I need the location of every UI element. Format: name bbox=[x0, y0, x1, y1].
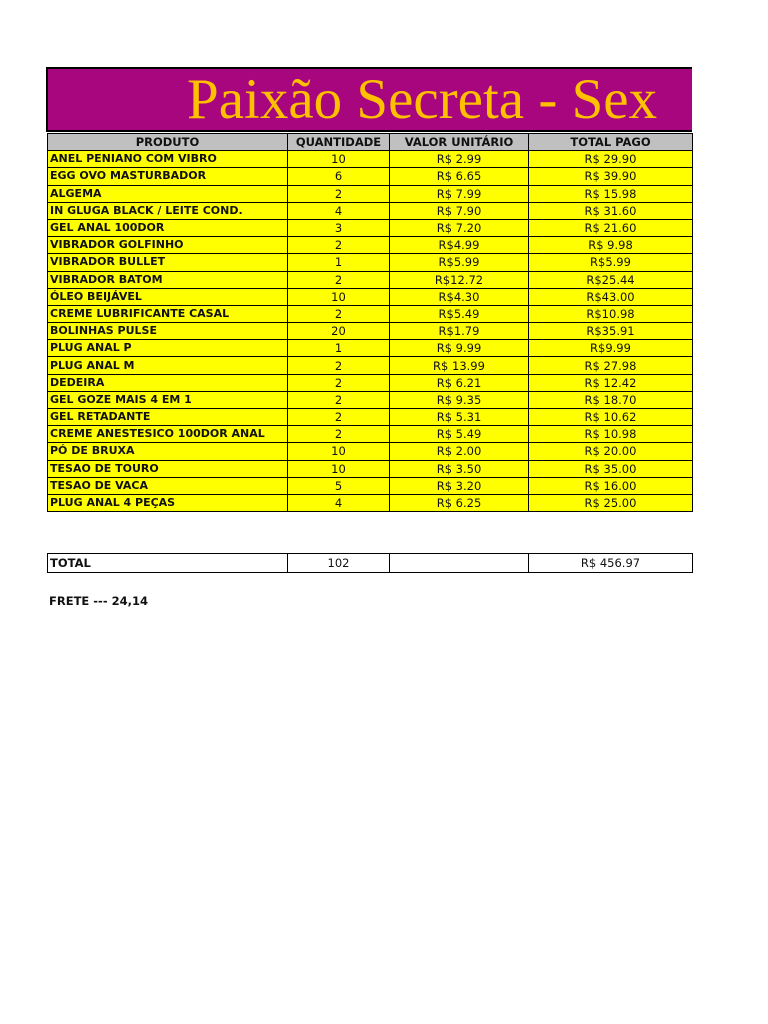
product-name: TESAO DE TOURO bbox=[48, 460, 288, 477]
quantity: 5 bbox=[288, 477, 390, 494]
quantity: 3 bbox=[288, 219, 390, 236]
table-row bbox=[48, 168, 693, 185]
products-table bbox=[47, 133, 693, 512]
unit-value: R$ 9.35 bbox=[390, 391, 529, 408]
total-paid: R$ 27.98 bbox=[529, 357, 693, 374]
total-paid: R$ 35.00 bbox=[529, 460, 693, 477]
unit-value: R$ 6.25 bbox=[390, 494, 529, 511]
unit-value: R$ 2.00 bbox=[390, 443, 529, 460]
quantity: 2 bbox=[288, 357, 390, 374]
total-paid: R$ 456.97 bbox=[529, 554, 693, 573]
quantity: 4 bbox=[288, 202, 390, 219]
total-paid: R$ 20.00 bbox=[529, 443, 693, 460]
total-quantity: 102 bbox=[288, 554, 390, 573]
table-row bbox=[48, 460, 693, 477]
quantity: 20 bbox=[288, 323, 390, 340]
column-header-produto: PRODUTO bbox=[48, 134, 288, 151]
quantity: 2 bbox=[288, 237, 390, 254]
unit-value: R$4.30 bbox=[390, 288, 529, 305]
table-row bbox=[48, 323, 693, 340]
product-name: IN GLUGA BLACK / LEITE COND. bbox=[48, 202, 288, 219]
unit-value: R$ 7.20 bbox=[390, 219, 529, 236]
product-name: PLUG ANAL P bbox=[48, 340, 288, 357]
quantity: 10 bbox=[288, 151, 390, 168]
quantity: 4 bbox=[288, 494, 390, 511]
table-row bbox=[48, 237, 693, 254]
quantity: 6 bbox=[288, 168, 390, 185]
table-row bbox=[48, 254, 693, 271]
table-row bbox=[48, 477, 693, 494]
unit-value: R$5.49 bbox=[390, 305, 529, 322]
unit-value: R$12.72 bbox=[390, 271, 529, 288]
unit-value: R$ 2.99 bbox=[390, 151, 529, 168]
table-row bbox=[48, 494, 693, 511]
total-paid: R$ 10.98 bbox=[529, 426, 693, 443]
table-row bbox=[48, 391, 693, 408]
product-name: PÓ DE BRUXA bbox=[48, 443, 288, 460]
table-row bbox=[48, 409, 693, 426]
total-paid: R$ 10.62 bbox=[529, 409, 693, 426]
unit-value: R$ 3.50 bbox=[390, 460, 529, 477]
product-name: GEL GOZE MAIS 4 EM 1 bbox=[48, 391, 288, 408]
unit-value: R$ 9.99 bbox=[390, 340, 529, 357]
unit-value: R$ 5.31 bbox=[390, 409, 529, 426]
product-name: GEL ANAL 100DOR bbox=[48, 219, 288, 236]
product-name: BOLINHAS PULSE bbox=[48, 323, 288, 340]
quantity: 10 bbox=[288, 443, 390, 460]
total-paid: R$ 39.90 bbox=[529, 168, 693, 185]
product-name: GEL RETADANTE bbox=[48, 409, 288, 426]
table-row bbox=[48, 357, 693, 374]
table-row bbox=[48, 443, 693, 460]
total-paid: R$ 21.60 bbox=[529, 219, 693, 236]
total-row bbox=[48, 554, 693, 573]
total-paid: R$ 25.00 bbox=[529, 494, 693, 511]
quantity: 2 bbox=[288, 271, 390, 288]
product-name: ANEL PENIANO COM VIBRO bbox=[48, 151, 288, 168]
total-paid: R$9.99 bbox=[529, 340, 693, 357]
product-name: EGG OVO MASTURBADOR bbox=[48, 168, 288, 185]
total-paid: R$ 29.90 bbox=[529, 151, 693, 168]
table-row bbox=[48, 202, 693, 219]
table-row bbox=[48, 288, 693, 305]
table-row bbox=[48, 151, 693, 168]
column-header-valor-unitario: VALOR UNITÁRIO bbox=[390, 134, 529, 151]
quantity: 2 bbox=[288, 305, 390, 322]
total-paid: R$ 16.00 bbox=[529, 477, 693, 494]
product-name: CREME LUBRIFICANTE CASAL bbox=[48, 305, 288, 322]
total-paid: R$ 31.60 bbox=[529, 202, 693, 219]
total-paid: R$5.99 bbox=[529, 254, 693, 271]
unit-value: R$ 5.49 bbox=[390, 426, 529, 443]
total-table bbox=[47, 553, 693, 573]
product-name: CREME ANESTESICO 100DOR ANAL bbox=[48, 426, 288, 443]
page-title: Paixão Secreta - Sex bbox=[187, 68, 658, 131]
total-paid: R$43.00 bbox=[529, 288, 693, 305]
table-row bbox=[48, 185, 693, 202]
quantity: 2 bbox=[288, 426, 390, 443]
total-paid: R$ 18.70 bbox=[529, 391, 693, 408]
unit-value: R$ 6.21 bbox=[390, 374, 529, 391]
table-row bbox=[48, 271, 693, 288]
product-name: ALGEMA bbox=[48, 185, 288, 202]
total-paid: R$ 15.98 bbox=[529, 185, 693, 202]
total-paid: R$ 12.42 bbox=[529, 374, 693, 391]
table-row bbox=[48, 340, 693, 357]
column-header-quantidade: QUANTIDADE bbox=[288, 134, 390, 151]
table-row bbox=[48, 374, 693, 391]
product-name: DEDEIRA bbox=[48, 374, 288, 391]
quantity: 2 bbox=[288, 409, 390, 426]
unit-value: R$ 6.65 bbox=[390, 168, 529, 185]
unit-value: R$4.99 bbox=[390, 237, 529, 254]
frete-note: FRETE --- 24,14 bbox=[49, 594, 148, 608]
product-name: TESAO DE VACA bbox=[48, 477, 288, 494]
product-name: PLUG ANAL M bbox=[48, 357, 288, 374]
unit-value: R$5.99 bbox=[390, 254, 529, 271]
unit-value: R$ 3.20 bbox=[390, 477, 529, 494]
quantity: 2 bbox=[288, 185, 390, 202]
quantity: 10 bbox=[288, 288, 390, 305]
unit-value: R$1.79 bbox=[390, 323, 529, 340]
quantity: 2 bbox=[288, 374, 390, 391]
total-paid: R$10.98 bbox=[529, 305, 693, 322]
total-paid: R$ 9.98 bbox=[529, 237, 693, 254]
title-banner bbox=[46, 67, 692, 132]
quantity: 2 bbox=[288, 391, 390, 408]
total-label: TOTAL bbox=[48, 554, 288, 573]
unit-value: R$ 7.99 bbox=[390, 185, 529, 202]
total-unit-value bbox=[390, 554, 529, 573]
total-paid: R$25.44 bbox=[529, 271, 693, 288]
table-row bbox=[48, 426, 693, 443]
total-paid: R$35.91 bbox=[529, 323, 693, 340]
product-name: VIBRADOR BATOM bbox=[48, 271, 288, 288]
unit-value: R$ 13.99 bbox=[390, 357, 529, 374]
column-header-total-pago: TOTAL PAGO bbox=[529, 134, 693, 151]
table-row bbox=[48, 219, 693, 236]
quantity: 1 bbox=[288, 340, 390, 357]
product-name: VIBRADOR GOLFINHO bbox=[48, 237, 288, 254]
product-name: PLUG ANAL 4 PEÇAS bbox=[48, 494, 288, 511]
product-name: VIBRADOR BULLET bbox=[48, 254, 288, 271]
product-name: ÓLEO BEIJÁVEL bbox=[48, 288, 288, 305]
unit-value: R$ 7.90 bbox=[390, 202, 529, 219]
quantity: 1 bbox=[288, 254, 390, 271]
table-header-row bbox=[48, 134, 693, 151]
quantity: 10 bbox=[288, 460, 390, 477]
table-row bbox=[48, 305, 693, 322]
